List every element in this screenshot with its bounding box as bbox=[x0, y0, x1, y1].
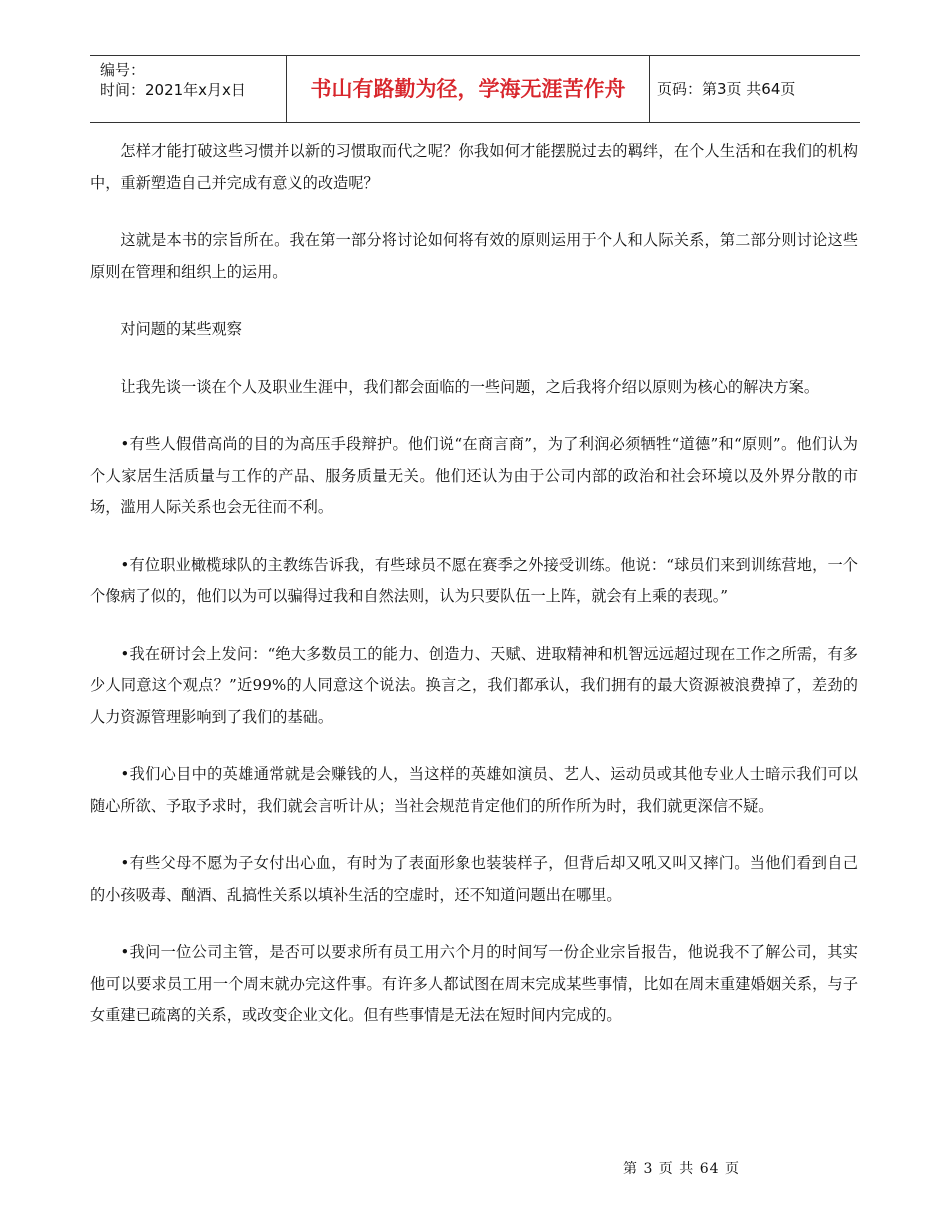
bullet-paragraph: •有位职业橄榄球队的主教练告诉我，有些球员不愿在赛季之外接受训练。他说：“球员们来到训练营地，一个个像病了似的，他们以为可以骗得过我和自然法则，认为只要队伍一上阵，就会有上乘的表现。” bbox=[90, 555, 858, 605]
header-motto: 书山有路勤为径，学海无涯苦作舟 bbox=[310, 77, 626, 101]
page-footer: 第 3 页 共 64 页 bbox=[623, 1161, 740, 1177]
page-header bbox=[90, 55, 860, 123]
bullet-paragraph: •我们心目中的英雄通常就是会赚钱的人，当这样的英雄如演员、艺人、运动员或其他专业人士暗示我们可以随心所欲、予取予求时，我们就会言听计从；当社会规范肯定他们的所作所为时，我们就更深信不疑。 bbox=[90, 765, 858, 815]
document-body bbox=[90, 136, 858, 1058]
section-heading: 对问题的某些观察 bbox=[120, 320, 242, 338]
document-date: 时间：2021年x月x日 bbox=[100, 81, 246, 99]
bullet-paragraph: •我在研讨会上发问：“绝大多数员工的能力、创造力、天赋、进取精神和机智远远超过现在工作之所需，有多少人同意这个观点？”近99%的人同意这个说法。换言之，我们都承认，我们拥有的最大资源被浪费掉了，差劲的人力资源管理影响到了我们的基础。 bbox=[90, 644, 858, 726]
header-divider bbox=[649, 56, 650, 122]
bullet-paragraph: •我问一位公司主管，是否可以要求所有员工用六个月的时间写一份企业宗旨报告，他说我不了解公司，其实他可以要求员工用一个周末就办完这件事。有许多人都试图在周末完成某些事情，比如在周末重建婚姻关系，与子女重建已疏离的关系，或改变企业文化。但有些事情是无法在短时间内完成的。 bbox=[90, 943, 858, 1024]
body-paragraph: 这就是本书的宗旨所在。我在第一部分将讨论如何将有效的原则运用于个人和人际关系，第二部分则讨论这些原则在管理和组织上的运用。 bbox=[90, 231, 858, 281]
body-paragraph: 怎样才能打破这些习惯并以新的习惯取而代之呢？你我如何才能摆脱过去的羁绊，在个人生活和在我们的机构中，重新塑造自己并完成有意义的改造呢？ bbox=[90, 142, 858, 192]
document-number-label: 编号： bbox=[100, 61, 146, 79]
header-page-code: 页码：第3页 共64页 bbox=[657, 80, 796, 98]
body-paragraph: 让我先谈一谈在个人及职业生涯中，我们都会面临的一些问题，之后我将介绍以原则为核心的解决方案。 bbox=[120, 377, 820, 396]
bullet-paragraph: •有些父母不愿为子女付出心血，有时为了表面形象也装装样子，但背后却又吼又叫又摔门。当他们看到自己的小孩吸毒、酗酒、乱搞性关系以填补生活的空虚时，还不知道问题出在哪里。 bbox=[90, 854, 858, 904]
bullet-paragraph: •有些人假借高尚的目的为高压手段辩护。他们说“在商言商”，为了利润必须牺牲“道德”和“原则”。他们认为个人家居生活质量与工作的产品、服务质量无关。他们还认为由于公司内部的政治和社会环境以及外界分散的市场，滥用人际关系也会无往而不利。 bbox=[90, 435, 858, 516]
header-meta bbox=[100, 60, 246, 100]
